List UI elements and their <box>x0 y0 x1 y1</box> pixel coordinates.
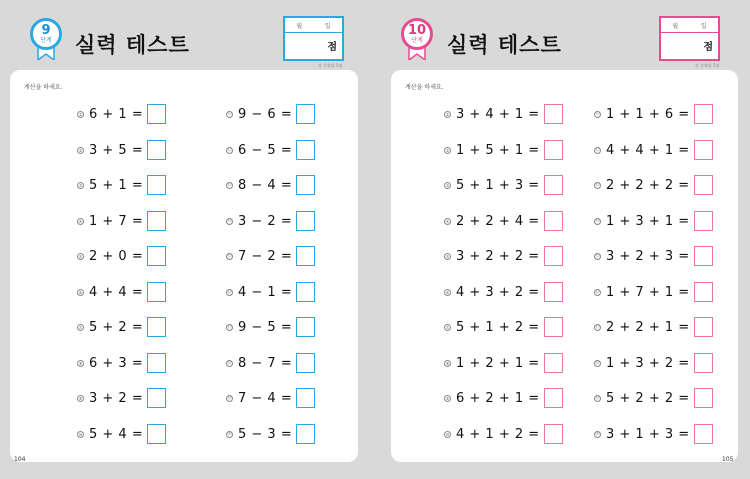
problem-expression: 3 + 2 + 3 = <box>606 248 690 264</box>
problem-number: ⑤ <box>78 253 83 259</box>
answer-box[interactable] <box>694 246 713 266</box>
problem-number: ⑰ <box>227 324 232 329</box>
problem-number: ⑧ <box>78 360 83 366</box>
problem-expression: 7 − 2 = <box>238 248 293 264</box>
problem-number: ⑭ <box>227 218 232 223</box>
day-label: 일 <box>324 22 331 30</box>
answer-box[interactable] <box>147 353 166 373</box>
problem-row <box>77 245 166 267</box>
answer-box[interactable] <box>296 424 315 444</box>
answer-box[interactable] <box>296 317 315 337</box>
problem-row <box>77 281 166 303</box>
problem-expression: 1 + 5 + 1 = <box>456 142 540 158</box>
problem-row <box>226 103 315 125</box>
problem-expression: 1 + 3 + 1 = <box>606 213 690 229</box>
problem-row <box>77 103 166 125</box>
problem-expression: 5 + 1 = <box>89 177 144 193</box>
problem-row <box>444 103 563 125</box>
problem-expression: 1 + 3 + 2 = <box>606 355 690 371</box>
problem-expression: 1 + 7 + 1 = <box>606 284 690 300</box>
problem-row <box>226 423 315 445</box>
answer-box[interactable] <box>544 388 563 408</box>
problem-row <box>226 352 315 374</box>
problem-row <box>77 352 166 374</box>
level-circle <box>30 18 62 50</box>
problem-card <box>10 70 358 462</box>
answer-box[interactable] <box>544 175 563 195</box>
page-number: 104 <box>14 456 26 463</box>
right-page <box>375 0 750 479</box>
month-label: 월 <box>296 22 303 30</box>
instruction: 계산을 하세요. <box>405 84 444 91</box>
problem-expression: 3 − 2 = <box>238 213 293 229</box>
problem-expression: 3 + 1 + 3 = <box>606 426 690 442</box>
problem-number: ⑯ <box>227 289 232 294</box>
problem-expression: 6 + 2 + 1 = <box>456 390 540 406</box>
answer-box[interactable] <box>544 317 563 337</box>
answer-box[interactable] <box>694 175 713 195</box>
problem-expression: 4 + 4 = <box>89 284 144 300</box>
level-circle <box>401 18 433 50</box>
problem-row <box>594 352 713 374</box>
problem-number: ④ <box>78 218 83 224</box>
problem-expression: 9 − 5 = <box>238 319 293 335</box>
answer-box[interactable] <box>147 104 166 124</box>
score-box <box>659 16 720 61</box>
problem-row <box>594 387 713 409</box>
problem-expression: 8 − 7 = <box>238 355 293 371</box>
problem-number: ⑭ <box>595 218 600 223</box>
problem-number: ① <box>445 111 450 117</box>
problem-card <box>391 70 738 462</box>
problem-number: ⑫ <box>227 147 232 152</box>
problem-row <box>226 139 315 161</box>
problem-row <box>444 387 563 409</box>
instruction: 계산을 하세요. <box>24 84 63 91</box>
level-badge <box>30 18 62 62</box>
problem-expression: 4 − 1 = <box>238 284 293 300</box>
problem-expression: 9 − 6 = <box>238 106 293 122</box>
problem-row <box>226 281 315 303</box>
problem-row <box>226 245 315 267</box>
problem-expression: 6 − 5 = <box>238 142 293 158</box>
problem-number: ⑱ <box>595 360 600 365</box>
date-row <box>661 18 718 33</box>
problem-row <box>594 210 713 232</box>
problem-number: ⑰ <box>595 324 600 329</box>
problem-number: ⑬ <box>227 182 232 187</box>
problem-row <box>594 139 713 161</box>
problem-row <box>594 423 713 445</box>
page-number: 105 <box>722 456 734 463</box>
problem-expression: 7 − 4 = <box>238 390 293 406</box>
answer-box[interactable] <box>296 140 315 160</box>
problem-number: ⑲ <box>227 395 232 400</box>
problem-number: ⑧ <box>445 360 450 366</box>
problem-number: ② <box>78 147 83 153</box>
problem-expression: 1 + 7 = <box>89 213 144 229</box>
date-row <box>285 18 342 33</box>
problem-number: ④ <box>445 218 450 224</box>
problem-row <box>226 210 315 232</box>
problem-expression: 2 + 0 = <box>89 248 144 264</box>
answer-box[interactable] <box>694 282 713 302</box>
answer-box[interactable] <box>544 424 563 444</box>
answer-box[interactable] <box>147 211 166 231</box>
problem-expression: 2 + 2 + 2 = <box>606 177 690 193</box>
problem-expression: 4 + 4 + 1 = <box>606 142 690 158</box>
problem-row <box>444 281 563 303</box>
answer-box[interactable] <box>296 175 315 195</box>
problem-number: ⑦ <box>78 324 83 330</box>
problem-row <box>444 423 563 445</box>
points-label: 점 <box>703 42 713 53</box>
problem-row <box>444 139 563 161</box>
page-title: 실력 테스트 <box>447 33 562 57</box>
problem-number: ⑨ <box>445 395 450 401</box>
problem-number: ⑯ <box>595 289 600 294</box>
answer-box[interactable] <box>147 175 166 195</box>
answer-box[interactable] <box>296 282 315 302</box>
problem-row <box>594 281 713 303</box>
problem-expression: 5 + 1 + 2 = <box>456 319 540 335</box>
answer-box[interactable] <box>296 388 315 408</box>
level-unit: 단계 <box>411 37 423 44</box>
problem-expression: 3 + 2 + 2 = <box>456 248 540 264</box>
answer-box[interactable] <box>694 388 713 408</box>
problem-number: ⑮ <box>227 253 232 258</box>
answer-box[interactable] <box>544 140 563 160</box>
problem-expression: 5 + 2 = <box>89 319 144 335</box>
score-box <box>283 16 344 61</box>
problem-number: ③ <box>78 182 83 188</box>
problem-row <box>444 174 563 196</box>
level-badge <box>401 18 433 62</box>
level-number: 10 <box>407 23 427 38</box>
problem-number: ⑦ <box>445 324 450 330</box>
problem-number: ⑱ <box>227 360 232 365</box>
answer-box[interactable] <box>694 424 713 444</box>
score-note: 각 문항당 5점 <box>318 63 343 68</box>
problem-row <box>77 139 166 161</box>
answer-box[interactable] <box>147 424 166 444</box>
problem-number: ⑳ <box>227 431 232 436</box>
answer-box[interactable] <box>147 282 166 302</box>
problem-expression: 5 + 4 = <box>89 426 144 442</box>
answer-box[interactable] <box>694 317 713 337</box>
problem-expression: 1 + 1 + 6 = <box>606 106 690 122</box>
answer-box[interactable] <box>147 140 166 160</box>
answer-box[interactable] <box>544 211 563 231</box>
answer-box[interactable] <box>544 282 563 302</box>
problem-number: ① <box>78 111 83 117</box>
problem-expression: 5 − 3 = <box>238 426 293 442</box>
problem-row <box>77 210 166 232</box>
answer-box[interactable] <box>147 317 166 337</box>
problem-expression: 3 + 2 = <box>89 390 144 406</box>
answer-box[interactable] <box>544 246 563 266</box>
problem-expression: 4 + 3 + 2 = <box>456 284 540 300</box>
problem-row <box>77 423 166 445</box>
problem-row <box>226 387 315 409</box>
points-label: 점 <box>327 42 337 53</box>
answer-box[interactable] <box>694 353 713 373</box>
answer-box[interactable] <box>296 211 315 231</box>
answer-box[interactable] <box>296 353 315 373</box>
problem-row <box>444 210 563 232</box>
problem-row <box>594 245 713 267</box>
problem-expression: 1 + 2 + 1 = <box>456 355 540 371</box>
answer-box[interactable] <box>147 388 166 408</box>
problem-expression: 6 + 3 = <box>89 355 144 371</box>
page-title: 실력 테스트 <box>75 33 190 57</box>
problem-row <box>444 316 563 338</box>
problem-number: ⑩ <box>445 431 450 437</box>
problem-row <box>226 316 315 338</box>
problem-number: ⑥ <box>445 289 450 295</box>
answer-box[interactable] <box>296 246 315 266</box>
problem-row <box>77 174 166 196</box>
problem-number: ⑩ <box>78 431 83 437</box>
problem-number: ⑮ <box>595 253 600 258</box>
answer-box[interactable] <box>296 104 315 124</box>
problem-row <box>594 103 713 125</box>
problem-expression: 3 + 5 = <box>89 142 144 158</box>
problem-number: ② <box>445 147 450 153</box>
problem-expression: 8 − 4 = <box>238 177 293 193</box>
problem-number: ⑨ <box>78 395 83 401</box>
answer-box[interactable] <box>694 140 713 160</box>
problem-number: ⑲ <box>595 395 600 400</box>
answer-box[interactable] <box>694 104 713 124</box>
score-note: 각 문항당 5점 <box>695 63 720 68</box>
problem-number: ⑤ <box>445 253 450 259</box>
problem-row <box>444 245 563 267</box>
problem-expression: 2 + 2 + 4 = <box>456 213 540 229</box>
problem-number: ⑪ <box>227 111 232 116</box>
level-unit: 단계 <box>40 37 52 44</box>
level-number: 9 <box>41 23 51 38</box>
problem-number: ⑥ <box>78 289 83 295</box>
answer-box[interactable] <box>147 246 166 266</box>
answer-box[interactable] <box>694 211 713 231</box>
problem-row <box>226 174 315 196</box>
problem-row <box>444 352 563 374</box>
problem-expression: 2 + 2 + 1 = <box>606 319 690 335</box>
problem-expression: 3 + 4 + 1 = <box>456 106 540 122</box>
answer-box[interactable] <box>544 353 563 373</box>
problem-expression: 5 + 2 + 2 = <box>606 390 690 406</box>
problem-row <box>594 316 713 338</box>
problem-number: ⑳ <box>595 431 600 436</box>
problem-row <box>594 174 713 196</box>
problem-expression: 4 + 1 + 2 = <box>456 426 540 442</box>
problem-number: ③ <box>445 182 450 188</box>
problem-row <box>77 387 166 409</box>
answer-box[interactable] <box>544 104 563 124</box>
problem-number: ⑬ <box>595 182 600 187</box>
problem-number: ⑫ <box>595 147 600 152</box>
problem-expression: 6 + 1 = <box>89 106 144 122</box>
problem-number: ⑪ <box>595 111 600 116</box>
problem-row <box>77 316 166 338</box>
problem-expression: 5 + 1 + 3 = <box>456 177 540 193</box>
day-label: 일 <box>700 22 707 30</box>
month-label: 월 <box>672 22 679 30</box>
